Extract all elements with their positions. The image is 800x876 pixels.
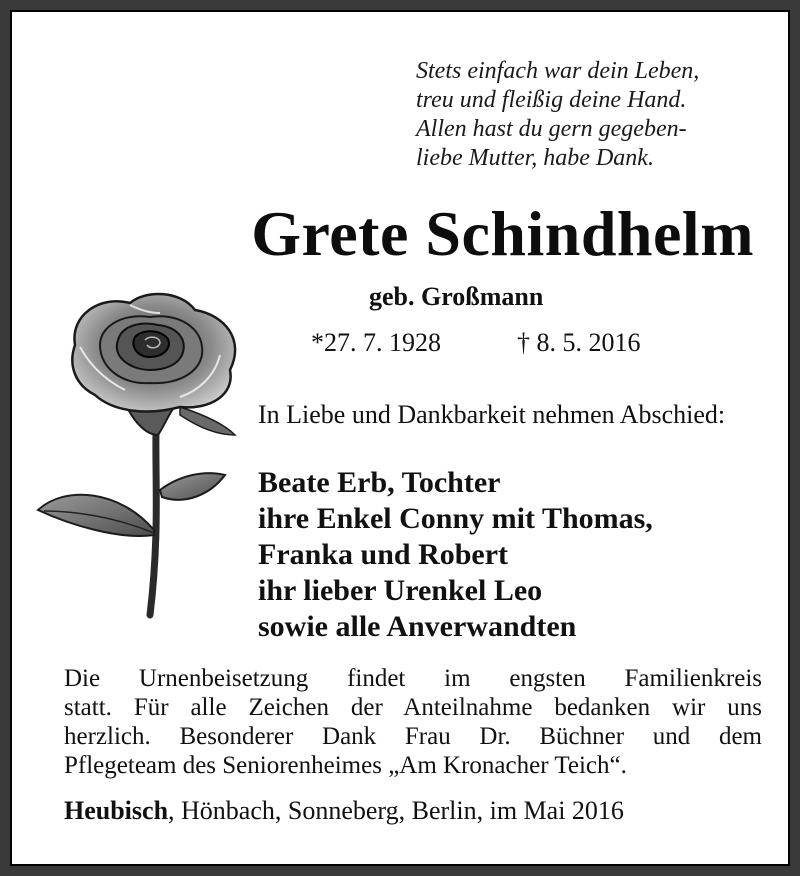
mourner-line: ihr lieber Urenkel Leo [258,574,543,607]
poem-line: Allen hast du gern gegeben- [416,116,687,142]
place-and-date [64,796,624,826]
poem-line: Stets einfach war dein Leben, [416,58,700,84]
poem-line: liebe Mutter, habe Dank. [416,145,654,171]
closing-line: Die Urnenbeisetzung findet im engsten Familienkreis [64,665,762,692]
deceased-name: Grete Schindhelm [251,198,754,269]
obituary-card [10,10,790,866]
intro-text: In Liebe und Dankbarkeit nehmen Abschied: [258,400,726,429]
birth-date: *27. 7. 1928 [311,328,441,357]
closing-text [64,664,762,780]
closing-line: Pflegeteam des Seniorenheimes „Am Kronacher Teich“. [64,752,627,779]
mourner-line: ihre Enkel Conny mit Thomas, [258,502,653,535]
closing-line: statt. Für alle Zeichen der Anteilnahme bedanken wir uns [64,694,762,721]
poem [416,57,796,173]
place-rest: , Hönbach, Sonneberg, Berlin, im Mai 2016 [168,796,624,825]
mourners-list [258,465,778,645]
mourner-line: Franka und Robert [258,538,509,571]
place-main: Heubisch [64,796,169,825]
maiden-name: geb. Großmann [369,282,544,311]
mourner-line: Beate Erb, Tochter [258,466,501,499]
mourner-line: sowie alle Anverwandten [258,610,577,643]
poem-line: treu und fleißig deine Hand. [416,87,687,113]
death-date: † 8. 5. 2016 [517,328,641,357]
rose-illustration [30,285,270,630]
closing-line: herzlich. Besonderer Dank Frau Dr. Büchner und dem [64,723,762,750]
